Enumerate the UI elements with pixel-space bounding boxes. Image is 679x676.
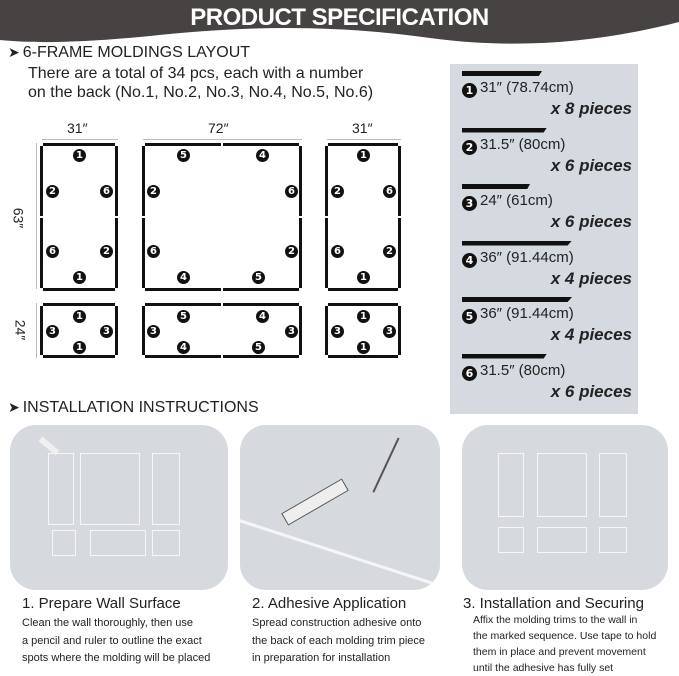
dim-tall-height: 63″	[10, 207, 27, 229]
spec-size	[462, 79, 632, 98]
piece-number-badge: 1	[73, 271, 86, 284]
dimension-line	[36, 143, 37, 289]
size-text: 24″ (61cm)	[480, 192, 553, 209]
spec-item	[462, 297, 632, 345]
step-text-line: them in place and prevent movement	[473, 646, 646, 658]
spec-size	[462, 362, 632, 381]
piece-number-badge: 3	[46, 325, 59, 338]
molding-bar	[145, 143, 221, 146]
piece-spec-panel	[450, 64, 638, 414]
molding-bar	[115, 146, 118, 216]
piece-number-badge: 2	[100, 245, 113, 258]
dim-right-width: 31″	[352, 120, 373, 136]
molding-bar	[142, 146, 145, 216]
spec-quantity: x 6 pieces	[550, 381, 632, 401]
molding-piece-icon	[462, 71, 542, 76]
step-text-line: Affix the molding trims to the wall in	[473, 614, 638, 626]
piece-number-badge: 1	[73, 310, 86, 323]
piece-number-badge: 3	[331, 325, 344, 338]
piece-number-badge: 6	[147, 245, 160, 258]
molding-piece-icon	[462, 354, 547, 359]
spec-size	[462, 192, 632, 211]
molding-piece-icon	[462, 184, 530, 189]
piece-number-badge: 4	[462, 253, 477, 268]
layout-heading: 6-FRAME MOLDINGS LAYOUT	[22, 44, 251, 61]
step-text-line: Clean the wall thoroughly, then use	[22, 617, 194, 629]
molding-bar	[43, 143, 115, 146]
intro-line: on the back (No.1, No.2, No.3, No.4, No.5, No.6)	[28, 84, 374, 101]
step-3-title: 3. Installation and Securing	[463, 595, 644, 612]
spec-size	[462, 249, 632, 268]
arrow-icon: ➤	[8, 399, 20, 415]
dimension-line	[36, 303, 37, 358]
molding-bar	[142, 306, 145, 355]
step-3-image	[462, 425, 668, 590]
spec-quantity: x 6 pieces	[550, 212, 632, 231]
piece-number-badge: 6	[462, 366, 477, 381]
spec-item	[462, 128, 632, 176]
molding-bar	[43, 355, 115, 358]
section-heading-installation	[8, 399, 259, 417]
piece-number-badge: 6	[46, 245, 59, 258]
piece-number-badge: 2	[147, 185, 160, 198]
piece-number-badge: 4	[256, 310, 269, 323]
molding-bar	[223, 143, 299, 146]
molding-bar	[40, 306, 43, 355]
step-1-image	[10, 425, 228, 590]
molding-bar	[40, 146, 43, 216]
step-3-text	[473, 612, 656, 676]
molding-bar	[325, 306, 328, 355]
piece-number-badge: 1	[357, 271, 370, 284]
dimension-line	[42, 139, 118, 140]
piece-number-badge: 2	[462, 140, 477, 155]
size-text: 31″ (78.74cm)	[480, 79, 574, 96]
piece-number-badge: 5	[177, 149, 190, 162]
spec-size	[462, 136, 632, 155]
molding-bar	[223, 288, 299, 291]
spec-item	[462, 354, 632, 402]
piece-number-badge: 3	[285, 325, 298, 338]
piece-number-badge: 4	[177, 271, 190, 284]
molding-bar	[328, 303, 398, 306]
molding-bar	[328, 143, 398, 146]
molding-bar	[145, 288, 221, 291]
piece-number-badge: 5	[252, 271, 265, 284]
piece-number-badge: 2	[383, 245, 396, 258]
dim-middle-width: 72″	[208, 120, 229, 136]
spec-quantity: x 6 pieces	[550, 155, 632, 175]
dim-left-width: 31″	[67, 120, 88, 136]
molding-bar	[145, 355, 221, 358]
step-text-line: Spread construction adhesive onto	[252, 617, 422, 629]
piece-number-badge: 3	[147, 325, 160, 338]
molding-bar	[325, 218, 328, 288]
piece-number-badge: 6	[285, 185, 298, 198]
step-text-line: a pencil and ruler to outline the exact	[22, 634, 202, 647]
dim-short-height: 24″	[12, 319, 29, 341]
piece-number-badge: 4	[177, 341, 190, 354]
piece-number-badge: 3	[462, 196, 477, 211]
step-1-title: 1. Prepare Wall Surface	[22, 595, 181, 612]
size-text: 36″ (91.44cm)	[480, 305, 574, 322]
step-2-title: 2. Adhesive Application	[252, 595, 407, 612]
molding-bar	[299, 218, 302, 288]
piece-number-badge: 1	[357, 310, 370, 323]
page-title: PRODUCT SPECIFICATION	[190, 4, 489, 31]
molding-bar	[223, 355, 299, 358]
piece-number-badge: 5	[462, 309, 477, 324]
intro-line: There are a total of 34 pcs, each with a number	[28, 65, 364, 82]
spec-item	[462, 241, 632, 289]
piece-number-badge: 2	[331, 185, 344, 198]
molding-bar	[299, 306, 302, 355]
molding-piece-icon	[462, 128, 547, 133]
layout-intro	[28, 64, 373, 102]
step-text-line: spots where the molding will be placed	[22, 652, 211, 664]
spec-item	[462, 184, 632, 232]
installation-heading: INSTALLATION INSTRUCTIONS	[22, 399, 259, 416]
piece-number-badge: 3	[100, 325, 113, 338]
step-2-text	[252, 615, 425, 668]
section-heading-layout	[8, 44, 250, 62]
molding-bar	[328, 288, 398, 291]
molding-bar	[43, 303, 115, 306]
dimension-line	[327, 139, 401, 140]
molding-bar	[43, 288, 115, 291]
piece-number-badge: 5	[252, 341, 265, 354]
molding-bar	[328, 355, 398, 358]
molding-bar	[40, 218, 43, 288]
piece-number-badge: 1	[73, 341, 86, 354]
step-1-text	[22, 615, 210, 668]
spec-item	[462, 71, 632, 119]
molding-bar	[398, 306, 401, 355]
molding-bar	[223, 303, 299, 306]
piece-number-badge: 6	[383, 185, 396, 198]
molding-bar	[115, 306, 118, 355]
piece-number-badge: 1	[357, 149, 370, 162]
piece-number-badge: 2	[285, 245, 298, 258]
spec-quantity: x 8 pieces	[550, 99, 632, 118]
size-text: 36″ (91.44cm)	[480, 248, 574, 266]
piece-number-badge: 4	[256, 149, 269, 162]
step-text-line: the back of each molding trim piece	[252, 634, 426, 647]
arrow-icon: ➤	[8, 44, 20, 60]
piece-number-badge: 3	[383, 325, 396, 338]
size-text: 31.5″ (80cm)	[480, 361, 566, 379]
piece-number-badge: 2	[46, 185, 59, 198]
step-text-line: in preparation for installation	[252, 652, 391, 664]
spec-quantity: x 4 pieces	[550, 325, 632, 344]
molding-bar	[299, 146, 302, 216]
step-2-image	[240, 425, 440, 590]
step-text-line: until the adhesive has fully set	[473, 662, 614, 674]
molding-bar	[115, 218, 118, 288]
piece-number-badge: 5	[177, 310, 190, 323]
spec-size	[462, 305, 632, 324]
dimension-line	[143, 139, 302, 140]
piece-number-badge: 1	[357, 341, 370, 354]
caulk-gun-icon	[281, 478, 349, 525]
molding-piece-icon	[462, 241, 572, 246]
spec-quantity: x 4 pieces	[550, 268, 632, 288]
molding-bar	[325, 146, 328, 216]
piece-number-badge: 1	[462, 83, 477, 98]
molding-bar	[142, 218, 145, 288]
piece-number-badge: 1	[73, 149, 86, 162]
piece-number-badge: 6	[331, 245, 344, 258]
molding-bar	[398, 146, 401, 216]
molding-piece-icon	[462, 297, 572, 302]
size-text: 31.5″ (80cm)	[480, 135, 566, 153]
molding-bar	[398, 218, 401, 288]
piece-number-badge: 6	[100, 185, 113, 198]
molding-bar	[145, 303, 221, 306]
step-text-line: the marked sequence. Use tape to hold	[473, 630, 657, 642]
